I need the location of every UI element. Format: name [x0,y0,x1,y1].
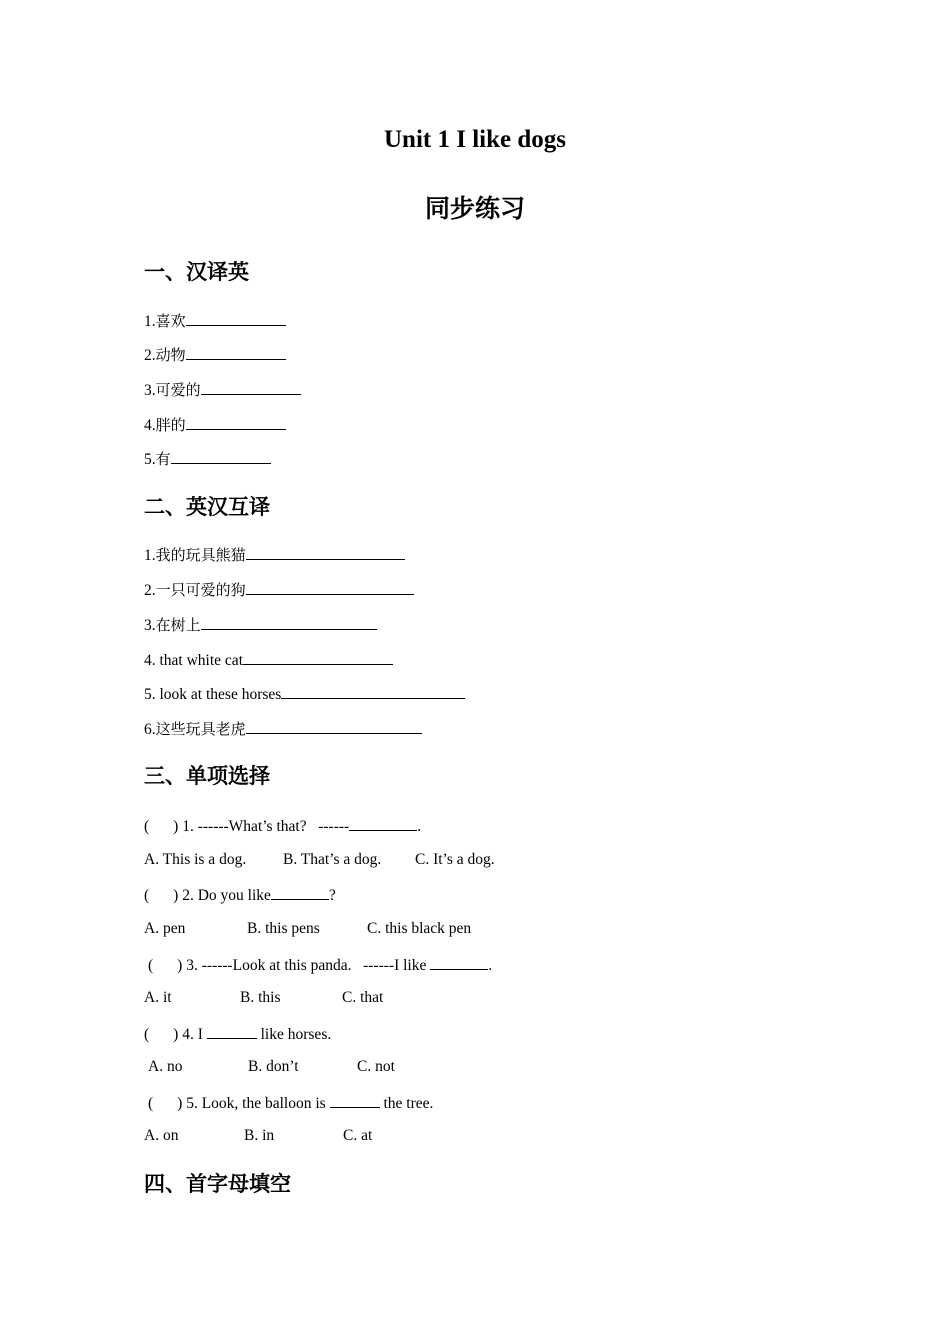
item-number: 5. [144,451,156,468]
answer-blank[interactable] [330,1092,380,1108]
item-text: that white cat [159,652,243,669]
item-text: 可爱的 [155,381,201,399]
item-number: 3. [144,617,156,634]
list-item [144,579,414,601]
item-number: 2. [144,347,156,364]
item-text: 一只可爱的狗 [155,581,246,599]
list-item [144,649,393,671]
stem-text: ) 5. Look, the balloon is [177,1095,330,1112]
item-number: 2. [144,582,156,599]
option-a: A. pen [144,920,186,937]
option-b: B. this [240,989,281,1006]
list-item [144,718,422,740]
list-item [144,614,377,636]
option-c: C. this black pen [367,920,472,937]
paren: ( [144,818,150,835]
stem-text: ) 3. ------Look at this panda. ------I like [177,957,431,974]
paren: ( [148,1095,154,1112]
stem-text: the tree. [379,1095,434,1112]
item-text: 喜欢 [155,312,186,330]
list-item [144,544,405,566]
item-number: 5. [144,686,160,703]
item-number: 4. [144,652,160,669]
option-a: A. on [144,1127,179,1144]
answer-blank[interactable] [243,649,393,665]
list-item [144,414,286,436]
answer-blank[interactable] [186,414,286,430]
option-c: C. at [343,1127,373,1144]
item-text: 有 [155,450,171,468]
option-b: B. That’s a dog. [283,851,382,868]
item-text: 这些玩具老虎 [155,720,246,738]
option-b: B. don’t [248,1058,299,1075]
stem-text: ) 2. Do you like [173,887,271,904]
question-stem-5 [148,1092,433,1114]
answer-blank[interactable] [171,448,271,464]
paren: ( [144,1026,150,1043]
stem-text: . [417,818,422,835]
item-number: 6. [144,721,156,738]
page-subtitle: 同步练习 [424,194,525,223]
stem-text: . [488,957,493,974]
option-c: C. that [342,989,384,1006]
item-text: look at these horses [159,686,282,703]
stem-text: ) 4. I [173,1026,207,1043]
section-heading-2: 二、英汉互译 [144,495,270,519]
item-number: 3. [144,382,156,399]
list-item [144,344,286,366]
answer-blank[interactable] [186,344,286,360]
answer-blank[interactable] [207,1023,257,1039]
option-b: B. in [244,1127,275,1144]
question-stem-2 [144,884,336,906]
item-text: 在树上 [155,616,201,634]
option-a: A. This is a dog. [144,851,247,868]
option-a: A. it [144,989,172,1006]
answer-blank[interactable] [281,683,465,699]
question-stem-3 [148,954,492,976]
section-heading-4: 四、首字母填空 [144,1172,291,1196]
question-stem-1 [144,815,421,837]
list-item [144,683,465,705]
item-number: 1. [144,313,156,330]
section-heading-1: 一、汉译英 [144,260,249,284]
stem-text: ? [328,887,336,904]
answer-blank[interactable] [246,544,405,560]
answer-blank[interactable] [349,815,417,831]
item-text: 我的玩具熊猫 [155,546,246,564]
answer-blank[interactable] [186,310,286,326]
answer-blank[interactable] [201,614,377,630]
answer-blank[interactable] [271,884,329,900]
list-item [144,310,286,332]
item-number: 1. [144,547,156,564]
paren: ( [144,887,150,904]
stem-text: like horses. [256,1026,332,1043]
answer-blank[interactable] [430,954,488,970]
question-stem-4 [144,1023,331,1045]
option-c: C. not [357,1058,395,1075]
page-title: Unit 1 I like dogs [384,126,566,153]
list-item [144,379,301,401]
section-heading-3: 三、单项选择 [144,764,270,788]
item-text: 胖的 [155,416,186,434]
answer-blank[interactable] [246,718,422,734]
option-c: C. It’s a dog. [415,851,495,868]
option-b: B. this pens [247,920,320,937]
answer-blank[interactable] [246,579,414,595]
item-number: 4. [144,417,156,434]
option-a: A. no [148,1058,183,1075]
list-item [144,448,271,470]
stem-text: ) 1. ------What’s that? ------ [173,818,350,835]
answer-blank[interactable] [201,379,301,395]
paren: ( [148,957,154,974]
item-text: 动物 [155,346,186,364]
